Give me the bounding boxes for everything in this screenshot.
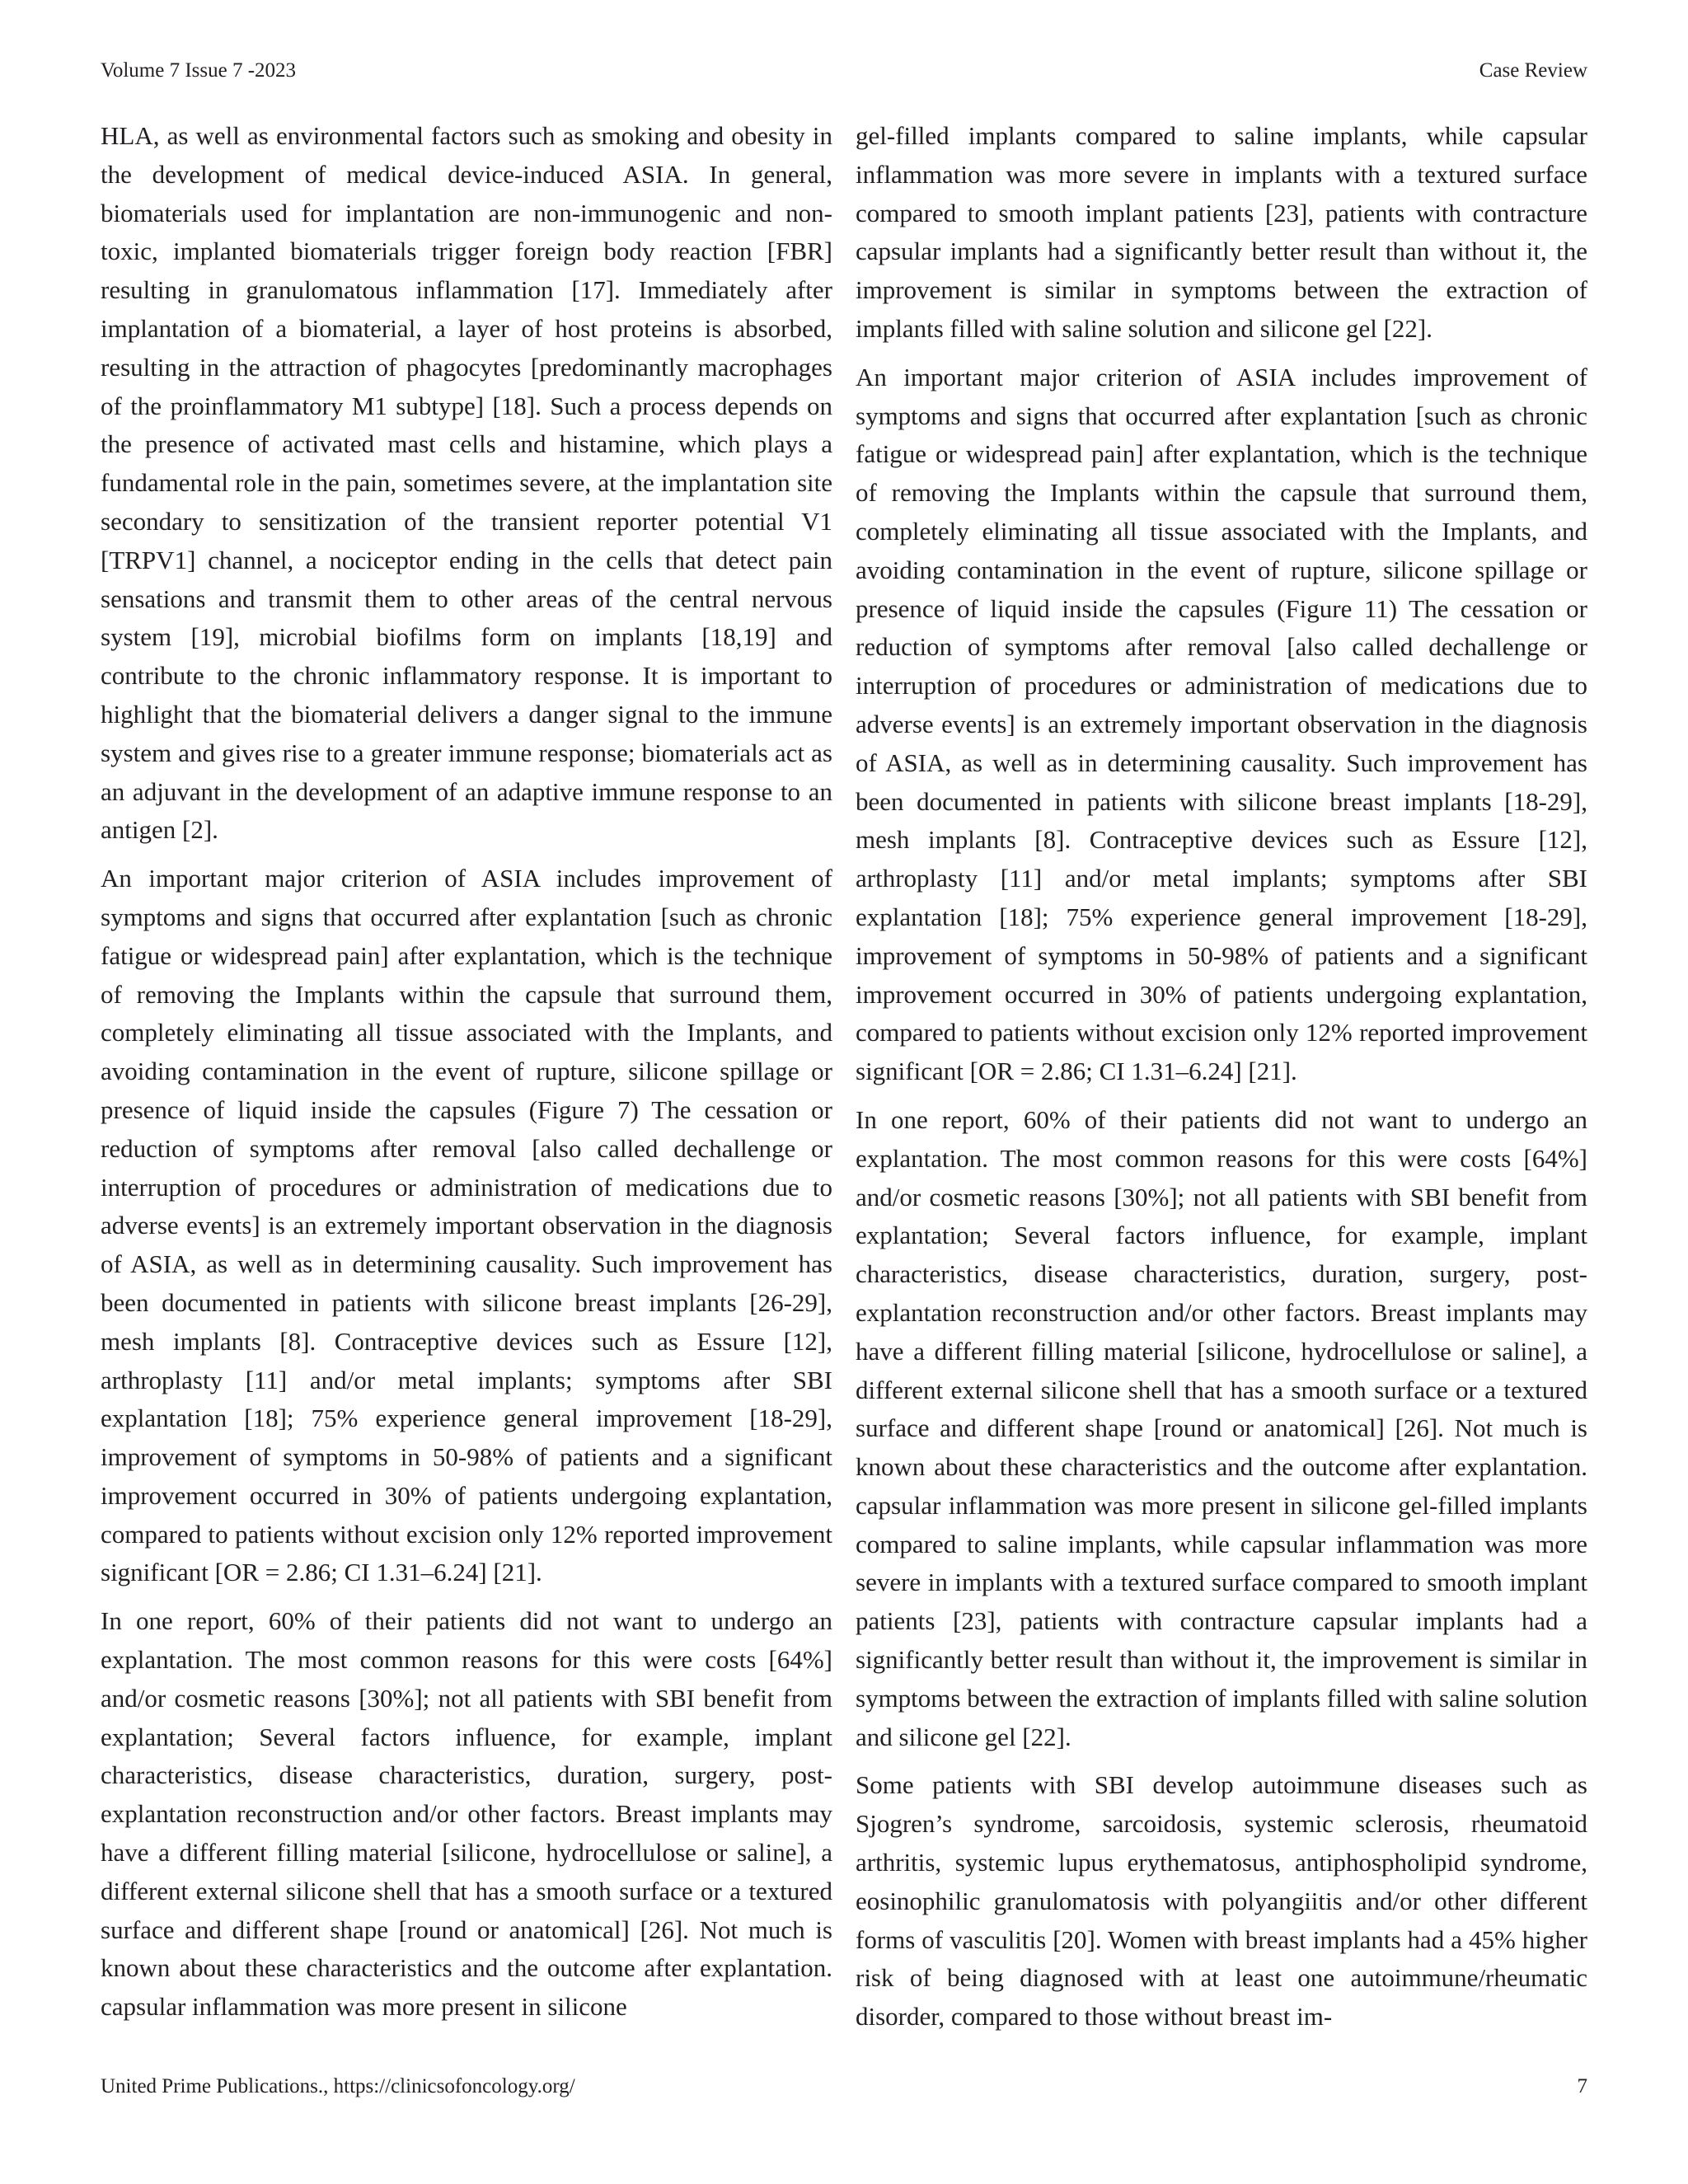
left-column xyxy=(101,117,832,2062)
article-section: Case Review xyxy=(1479,59,1587,82)
paragraph: HLA, as well as environmental factors such as smoking and obesity in the development of medical device-induced ASIA. In general, biomaterials used for implantation are non-immunogenic and non-toxic, implanted biomaterials trigger foreign body reaction [FBR] resulting in granulomatous inflammation [17]. Immediately after implantation of a biomaterial, a layer of host proteins is absorbed, resulting in the attraction of phagocytes [predominantly macrophages of the proinflammatory M1 subtype] [18]. Such a process depends on the presence of activated mast cells and histamine, which plays a fundamental role in the pain, sometimes severe, at the implantation site secondary to sensitization of the transient reporter potential V1 [TRPV1] channel, a nociceptor ending in the cells that detect pain sensations and transmit them to other areas of the central nervous system [19], microbial biofilms form on implants [18,19] and contribute to the chronic inflammatory response. It is important to highlight that the biomaterial delivers a danger signal to the immune system and gives rise to a greater immune response; biomaterials act as an adjuvant in the development of an adaptive immune response to an antigen [2]. xyxy=(101,121,832,845)
running-header xyxy=(101,54,1587,87)
paragraph: Some patients with SBI develop autoimmune diseases such as Sjogren’s syndrome, sarcoidosis, systemic sclerosis, rheumatoid arthritis, systemic lupus erythematosus, antiphospholipid syndrome, eosinophilic granulomatosis with polyangiitis and/or other different forms of vasculitis [20]. Women with breast implants had a 45% higher risk of being diagnosed with at least one autoimmune/rheumatic disorder, compared to those without breast im- xyxy=(856,1770,1587,2032)
paragraph: An important major criterion of ASIA includes improvement of symptoms and signs that occurred after explantation [such as chronic fatigue or widespread pain] after explantation, which is the technique of removing the Implants within the capsule that surround them, completely eliminating all tissue associated with the Implants, and avoiding contamination in the event of rupture, silicone spillage or presence of liquid inside the capsules (Figure 11) The cessation or reduction of symptoms after removal [also called dechallenge or interruption of procedures or administration of medications due to adverse events] is an extremely important observation in the diagnosis of ASIA, as well as in determining causality. Such improvement has been documented in patients with silicone breast implants [18-29], mesh implants [8]. Contraceptive devices such as Essure [12], arthroplasty [11] and/or metal implants; symptoms after SBI explantation [18]; 75% experience general improvement [18-29], improvement of symptoms in 50-98% of patients and a significant improvement occurred in 30% of patients undergoing explantation, compared to patients without excision only 12% reported improvement significant [OR = 2.86; CI 1.31–6.24] [21]. xyxy=(856,362,1587,1086)
paragraph: An important major criterion of ASIA includes improvement of symptoms and signs that occurred after explantation [such as chronic fatigue or widespread pain] after explantation, which is the technique of removing the Implants within the capsule that surround them, completely eliminating all tissue associated with the Implants, and avoiding contamination in the event of rupture, silicone spillage or presence of liquid inside the capsules (Figure 7) The cessation or reduction of symptoms after removal [also called dechallenge or interruption of procedures or administration of medications due to adverse events] is an extremely important observation in the diagnosis of ASIA, as well as in determining causality. Such improvement has been documented in patients with silicone breast implants [26-29], mesh implants [8]. Contraceptive devices such as Essure [12], arthroplasty [11] and/or metal implants; symptoms after SBI explantation [18]; 75% experience general improvement [18-29], improvement of symptoms in 50-98% of patients and a significant improvement occurred in 30% of patients undergoing explantation, compared to patients without excision only 12% reported improvement significant [OR = 2.86; CI 1.31–6.24] [21]. xyxy=(101,864,832,1587)
publisher-line: United Prime Publications., https://clinicsofoncology.org/ xyxy=(101,2075,575,2097)
article-body xyxy=(101,117,1587,2062)
paragraph: In one report, 60% of their patients did not want to undergo an explantation. The most common reasons for this were costs [64%] and/or cosmetic reasons [30%]; not all patients with SBI benefit from explantation; Several factors influence, for example, implant characteristics, disease characteristics, duration, surgery, post-explantation reconstruction and/or other factors. Breast implants may have a different filling material [silicone, hydrocellulose or saline], a different external silicone shell that has a smooth surface or a textured surface and different shape [round or anatomical] [26]. Not much is known about these characteristics and the outcome after explantation. capsular inflammation was more present in silicone xyxy=(101,1606,832,2022)
paragraph: gel-filled implants compared to saline implants, while capsular inflammation was more severe in implants with a textured surface compared to smooth implant patients [23], patients with contracture capsular implants had a significantly better result than without it, the improvement is similar in symptoms between the extraction of implants filled with saline solution and silicone gel [22]. xyxy=(856,121,1587,343)
paragraph: In one report, 60% of their patients did not want to undergo an explantation. The most common reasons for this were costs [64%] and/or cosmetic reasons [30%]; not all patients with SBI benefit from explantation; Several factors influence, for example, implant characteristics, disease characteristics, duration, surgery, post-explantation reconstruction and/or other factors. Breast implants may have a different filling material [silicone, hydrocellulose or saline], a different external silicone shell that has a smooth surface or a textured surface and different shape [round or anatomical] [26]. Not much is known about these characteristics and the outcome after explantation. capsular inflammation was more present in silicone gel-filled implants compared to saline implants, while capsular inflammation was more severe in implants with a textured surface compared to smooth implant patients [23], patients with contracture capsular implants had a significantly better result than without it, the improvement is similar in symptoms between the extraction of implants filled with saline solution and silicone gel [22]. xyxy=(856,1104,1587,1751)
page-number: 7 xyxy=(1577,2075,1587,2097)
running-footer xyxy=(101,2070,1587,2103)
journal-volume: Volume 7 Issue 7 -2023 xyxy=(101,59,297,82)
right-column xyxy=(856,117,1587,2062)
